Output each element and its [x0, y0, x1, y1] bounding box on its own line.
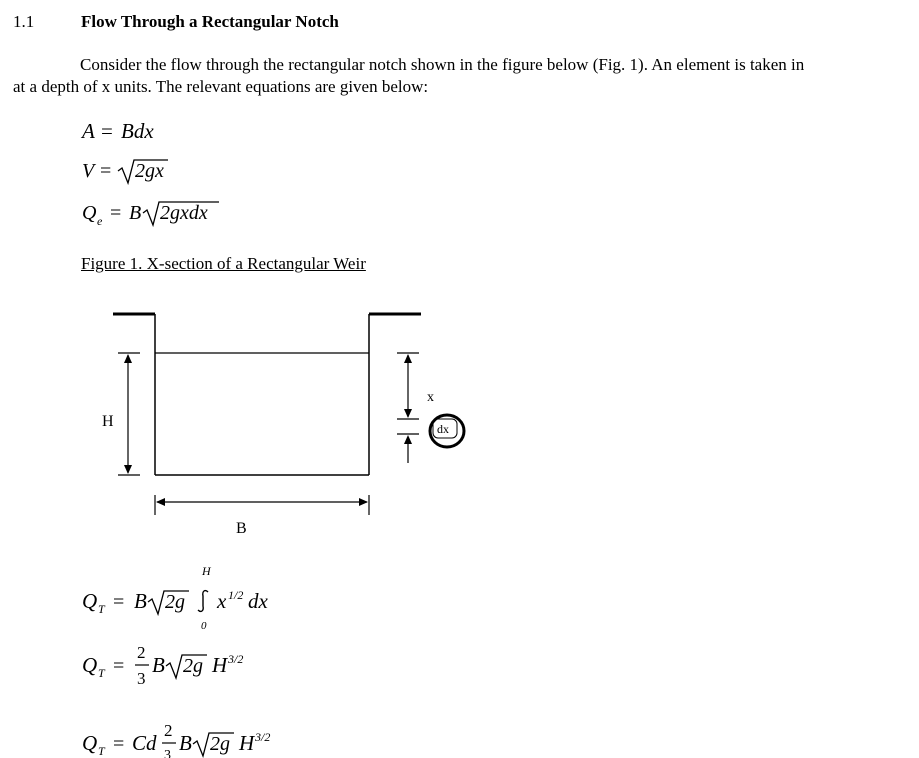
eq3-denominator: 3 [164, 748, 171, 758]
figure-caption: Figure 1. X-section of a Rectangular Weir [81, 254, 366, 273]
eq2-sub: T [98, 666, 105, 680]
eq2-radicand: 2g [183, 655, 203, 677]
eq1-lhs: Q [82, 589, 98, 613]
eq1-integrand: x [217, 589, 227, 613]
eq2-power-base: H [212, 653, 228, 677]
equation-theoretical-result [82, 643, 243, 688]
top-equations [0, 0, 919, 240]
paragraph-line-2: at a depth of x units. The relevant equations are given below: [13, 77, 429, 96]
eq-velocity-equals: = [100, 160, 112, 182]
eq-area-lhs: A [82, 119, 95, 143]
eq2-lhs: Q [82, 653, 98, 677]
eq-elemental-radicand: 2gxdx [160, 202, 208, 224]
eq2-denominator: 3 [137, 669, 146, 688]
equation-area [80, 119, 154, 143]
eq-elemental-sub: e [97, 214, 103, 228]
eq1-lower-limit: 0 [201, 620, 207, 632]
weir-left-wall [113, 314, 155, 475]
height-dimension [102, 353, 140, 475]
equation-elemental-flow [82, 202, 219, 228]
eq3-power-base: H [239, 731, 255, 755]
label-h: H [102, 413, 114, 430]
eq2-numerator: 2 [137, 643, 146, 662]
eq2-coef: B [152, 653, 165, 677]
width-dimension [155, 495, 369, 515]
integral-sign [198, 591, 208, 612]
eq1-sub: T [98, 602, 105, 616]
label-dx: dx [437, 422, 449, 436]
paragraph-line-1: Consider the flow through the rectangular notch shown in the figure below (Fig. 1). An element is taken in [80, 55, 805, 74]
eq3-cd: Cd [132, 731, 157, 755]
eq-elemental-equals: = [110, 202, 122, 224]
label-b: B [236, 520, 247, 537]
label-x: x [427, 390, 434, 405]
label-b-container [0, 515, 919, 539]
weir-right-wall [369, 314, 421, 475]
eq1-radicand: 2g [165, 591, 185, 613]
eq3-lhs: Q [82, 731, 98, 755]
eq3-radicand: 2g [210, 733, 230, 755]
bottom-equations [0, 555, 919, 758]
eq3-coef: B [179, 731, 192, 755]
section-number: 1.1 [13, 12, 35, 31]
eq1-differential: dx [248, 589, 268, 613]
equation-actual-flow [82, 721, 270, 758]
eq3-equals: = [113, 733, 125, 755]
eq2-exponent: 3/2 [228, 652, 244, 666]
eq-velocity-lhs: V [82, 160, 95, 182]
eq-area-equals: = [101, 119, 113, 143]
eq3-sub: T [98, 744, 105, 758]
eq3-numerator: 2 [164, 721, 173, 740]
equation-theoretical-integral [82, 564, 269, 632]
section-title: Flow Through a Rectangular Notch [81, 12, 339, 31]
weir-diagram [0, 290, 919, 530]
dx-annotation [430, 415, 464, 447]
eq1-coef: B [134, 589, 147, 613]
eq1-equals: = [113, 591, 125, 613]
eq1-exponent: 1/2 [228, 588, 244, 602]
eq-area-rhs: Bdx [121, 119, 154, 143]
eq1-upper-limit: H [202, 564, 211, 578]
eq2-equals: = [113, 655, 125, 677]
eq3-exponent: 3/2 [255, 730, 271, 744]
equation-velocity [82, 160, 168, 183]
eq-elemental-lhs: Q [82, 202, 97, 224]
eq-velocity-radicand: 2gx [135, 160, 164, 182]
depth-dimension [397, 353, 434, 463]
eq-elemental-coef: B [129, 202, 142, 224]
